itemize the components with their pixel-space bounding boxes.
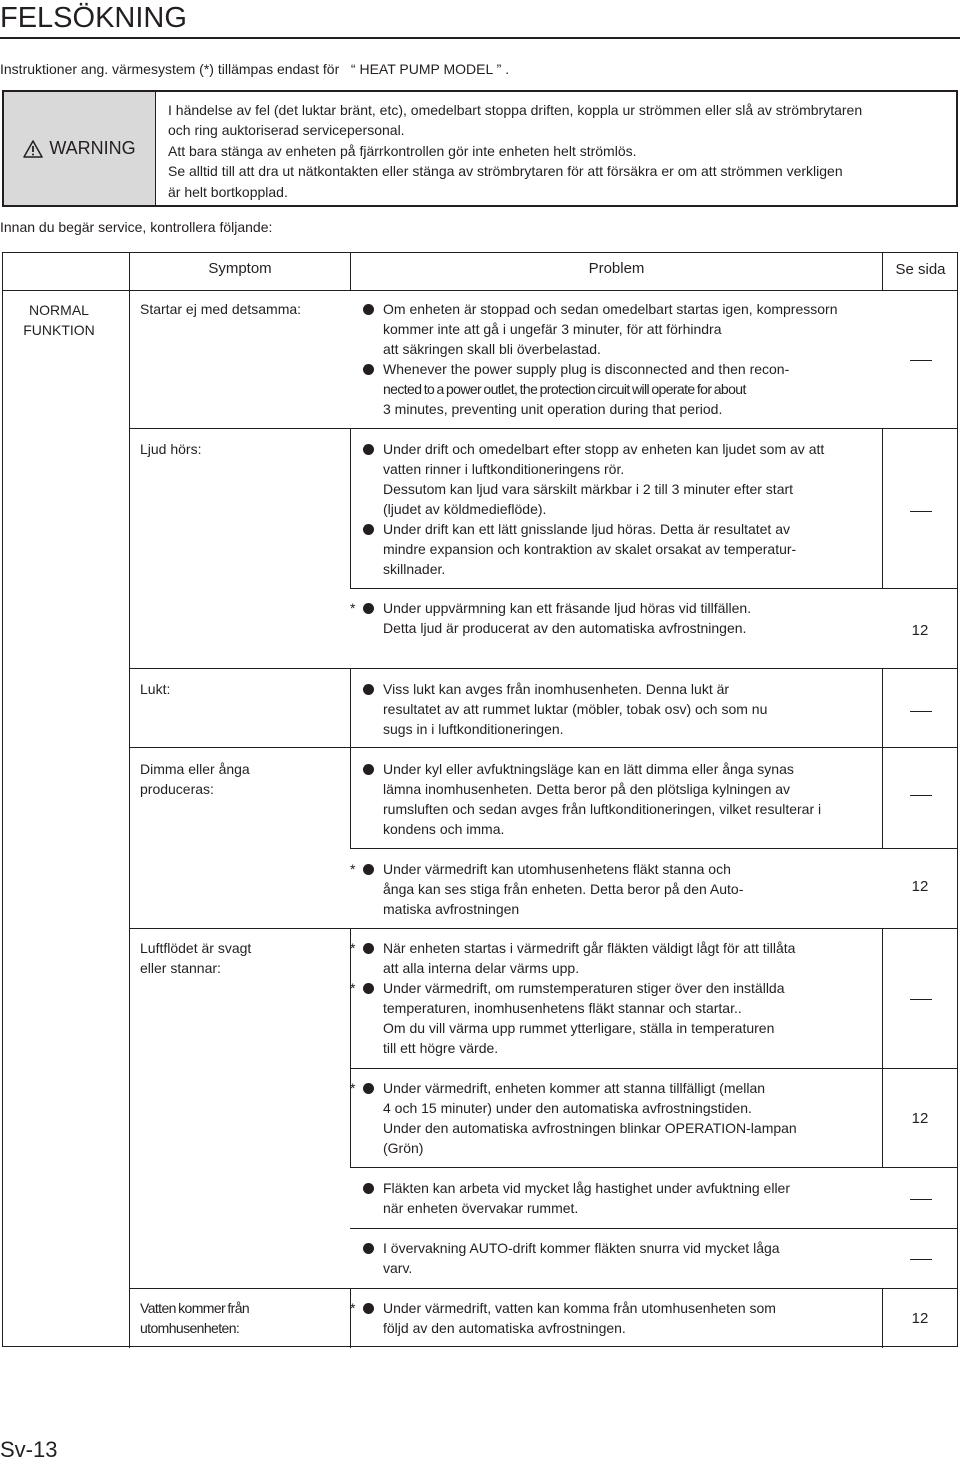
problem-text: vatten rinner i luftkonditioneringens rör. bbox=[383, 461, 625, 477]
problem-text: Om du vill värma upp rummet ytterligare, ställa in temperaturen bbox=[383, 1020, 775, 1036]
problem-text: Whenever the power supply plug is disconnected and then recon- bbox=[383, 361, 790, 377]
problem-block bbox=[350, 1238, 880, 1278]
problem-text: sugs in i luftkonditioneringen. bbox=[383, 721, 564, 737]
problem-block bbox=[350, 1178, 880, 1218]
bullet-icon bbox=[363, 1083, 374, 1094]
problem-text: följd av den automatiska avfrostningen. bbox=[383, 1320, 626, 1336]
bullet-icon bbox=[363, 983, 374, 994]
problem-block bbox=[350, 859, 880, 919]
problem-line bbox=[350, 1298, 880, 1318]
problem-line bbox=[350, 1038, 880, 1058]
problem-line bbox=[350, 879, 880, 899]
heat-pump-star: * bbox=[350, 1300, 356, 1316]
problem-text: Under värmedrift, om rumstemperaturen stiger över den inställda bbox=[383, 980, 785, 996]
symptom-line: produceras: bbox=[140, 781, 214, 797]
problem-text: varv. bbox=[383, 1260, 413, 1276]
problem-line bbox=[350, 359, 880, 379]
bullet-icon bbox=[363, 444, 374, 455]
bullet-icon bbox=[363, 1243, 374, 1254]
problem-line bbox=[350, 439, 880, 459]
symptom-line: Dimma eller ånga bbox=[140, 761, 250, 777]
problem-text: matiska avfrostningen bbox=[383, 901, 520, 917]
bullet-icon bbox=[363, 603, 374, 614]
problem-text: Fläkten kan arbeta vid mycket låg hastighet under avfuktning eller bbox=[383, 1180, 791, 1196]
row-divider bbox=[129, 668, 958, 669]
problem-text: resultatet av att rummet luktar (möbler, tobak osv) och som nu bbox=[383, 701, 768, 717]
bullet-icon bbox=[363, 524, 374, 535]
warning-label bbox=[4, 92, 156, 205]
heat-pump-star: * bbox=[350, 1080, 356, 1096]
problem-line bbox=[350, 699, 880, 719]
problem-text: 4 och 15 minuter) under den automatiska avfrostningstiden. bbox=[383, 1100, 752, 1116]
problem-text: Under kyl eller avfuktningsläge kan en lätt dimma eller ånga synas bbox=[383, 761, 794, 777]
header-problem: Problem bbox=[588, 260, 645, 277]
warning-label-text: WARNING bbox=[49, 138, 136, 158]
problem-text: att säkringen skall bli överbelastad. bbox=[383, 341, 601, 357]
bullet-icon bbox=[363, 864, 374, 875]
problem-line bbox=[350, 819, 880, 839]
no-page-dash bbox=[910, 999, 932, 1000]
problem-block bbox=[350, 1078, 880, 1158]
problem-text: lämna inomhusenheten. Detta beror på den plötsliga kylningen av bbox=[383, 781, 791, 797]
problem-text: 3 minutes, preventing unit operation during that period. bbox=[383, 401, 723, 417]
problem-block bbox=[350, 1298, 880, 1338]
problem-text: Under värmedrift, enheten kommer att stanna tillfälligt (mellan bbox=[383, 1080, 766, 1096]
problem-block bbox=[350, 439, 880, 579]
row-divider bbox=[129, 747, 958, 748]
bullet-icon bbox=[363, 684, 374, 695]
warning-line: I händelse av fel (det luktar bränt, etc), omedelbart stoppa driften, koppla ur strömmen eller slå av strömbrytaren bbox=[168, 102, 863, 118]
page-ref: 12 bbox=[911, 1110, 929, 1127]
problem-line bbox=[350, 459, 880, 479]
category-normal-function bbox=[0, 300, 118, 340]
problem-text: Viss lukt kan avges från inomhusenheten. Denna lukt är bbox=[383, 681, 730, 697]
problem-block bbox=[350, 299, 880, 419]
problem-line bbox=[350, 559, 880, 579]
problem-block bbox=[350, 598, 880, 638]
problem-text: Under drift kan ett lätt gnisslande ljud höras. Detta är resultatet av bbox=[383, 521, 790, 537]
symptom-water bbox=[140, 1298, 249, 1338]
row-divider bbox=[129, 1288, 958, 1289]
symptom-slow-start bbox=[140, 299, 301, 319]
warning-line: Se alltid till att dra ut nätkontakten eller stänga av strömbrytaren för att försäkra er om att strömmen verkligen bbox=[168, 163, 843, 180]
bullet-icon bbox=[363, 1303, 374, 1314]
problem-block bbox=[350, 759, 880, 839]
problem-text: Dessutom kan ljud vara särskilt märkbar i 2 till 3 minuter efter start bbox=[383, 481, 794, 497]
problem-line bbox=[350, 319, 880, 339]
heat-pump-star: * bbox=[350, 861, 356, 877]
problem-line bbox=[350, 379, 880, 399]
problem-line bbox=[350, 1238, 880, 1258]
row-divider bbox=[129, 928, 958, 929]
problem-text: Om enheten är stoppad och sedan omedelbart startas igen, kompressorn bbox=[383, 301, 838, 317]
problem-line bbox=[350, 339, 880, 359]
problem-line bbox=[350, 1178, 880, 1198]
row-divider bbox=[350, 1068, 958, 1069]
warning-line: är helt bortkopplad. bbox=[168, 183, 288, 200]
problem-line bbox=[350, 799, 880, 819]
problem-text: Under värmedrift kan utomhusenhetens fläkt stanna och bbox=[383, 861, 731, 877]
column-divider bbox=[882, 928, 883, 1168]
bullet-icon bbox=[363, 1183, 374, 1194]
no-page-dash bbox=[910, 360, 932, 361]
no-page-dash bbox=[910, 1199, 932, 1200]
problem-text: kondens och imma. bbox=[383, 821, 505, 837]
problem-text: (ljudet av köldmedieflöde). bbox=[383, 501, 547, 517]
problem-text: mindre expansion och kontraktion av skalet orsakat av temperatur- bbox=[383, 541, 797, 557]
symptom-noise bbox=[140, 439, 201, 459]
problem-text: kommer inte att gå i ungefär 3 minuter, för att förhindra bbox=[383, 321, 722, 337]
problem-line bbox=[350, 539, 880, 559]
problem-text: (Grön) bbox=[383, 1140, 424, 1156]
lead-text: Innan du begär service, kontrollera följande: bbox=[0, 219, 273, 235]
header-symptom: Symptom bbox=[208, 260, 272, 277]
problem-line bbox=[350, 499, 880, 519]
row-divider bbox=[350, 1228, 958, 1229]
problem-line bbox=[350, 1318, 880, 1338]
problem-text: till ett högre värde. bbox=[383, 1040, 499, 1056]
heat-pump-star: * bbox=[350, 980, 356, 996]
problem-line bbox=[350, 759, 880, 779]
warning-box bbox=[2, 90, 958, 207]
problem-line bbox=[350, 719, 880, 739]
row-divider bbox=[350, 588, 958, 589]
row-divider bbox=[129, 428, 958, 429]
problem-text: Under uppvärmning kan ett fräsande ljud höras vid tillfällen. bbox=[383, 600, 752, 616]
problem-text: ånga kan ses stiga från enheten. Detta beror på den Auto- bbox=[383, 881, 744, 897]
table-header-divider bbox=[2, 290, 958, 291]
symptom-line: Lukt: bbox=[140, 681, 171, 697]
symptom-airflow bbox=[140, 938, 251, 978]
bullet-icon bbox=[363, 943, 374, 954]
problem-line bbox=[350, 1018, 880, 1038]
problem-text: nected to a power outlet, the protection circuit will operate for about bbox=[383, 381, 746, 397]
warning-text bbox=[168, 100, 948, 202]
row-divider bbox=[350, 848, 958, 849]
symptom-mist bbox=[140, 759, 250, 799]
problem-line bbox=[350, 519, 880, 539]
problem-line bbox=[350, 598, 880, 618]
problem-text: rumsluften och sedan avges från luftkonditioneringen, vilket resulterar i bbox=[383, 801, 822, 817]
row-divider bbox=[350, 1167, 958, 1168]
no-page-dash bbox=[910, 511, 932, 512]
symptom-line: Startar ej med detsamma: bbox=[140, 301, 302, 317]
problem-line bbox=[350, 1258, 880, 1278]
problem-text: Under drift och omedelbart efter stopp av enheten kan ljudet som av att bbox=[383, 441, 825, 457]
problem-text: skillnader. bbox=[383, 561, 446, 577]
problem-block bbox=[350, 938, 880, 1058]
heat-pump-star: * bbox=[350, 600, 356, 616]
category-line: FUNKTION bbox=[23, 322, 95, 338]
problem-text: Detta ljud är producerat av den automatiska avfrostningen. bbox=[383, 620, 747, 636]
problem-line bbox=[350, 899, 880, 919]
symptom-line: Ljud hörs: bbox=[140, 441, 202, 457]
intro-text: Instruktioner ang. värmesystem (*) tillämpas endast för “ HEAT PUMP MODEL ” . bbox=[0, 61, 510, 77]
problem-text: temperaturen, inomhusenhetens fläkt stannar och startar.. bbox=[383, 1000, 742, 1016]
problem-line bbox=[350, 998, 880, 1018]
page-title: FELSÖKNING bbox=[0, 2, 187, 34]
bullet-icon bbox=[363, 304, 374, 315]
problem-line bbox=[350, 618, 880, 638]
warning-triangle-icon bbox=[23, 140, 43, 158]
problem-line bbox=[350, 1138, 880, 1158]
problem-line bbox=[350, 859, 880, 879]
page-ref: 12 bbox=[911, 878, 929, 895]
bullet-icon bbox=[363, 764, 374, 775]
bullet-icon bbox=[363, 364, 374, 375]
symptom-line: Luftflödet är svagt bbox=[140, 940, 252, 956]
problem-line bbox=[350, 978, 880, 998]
problem-line bbox=[350, 299, 880, 319]
column-divider bbox=[882, 428, 883, 588]
table-column-divider bbox=[129, 252, 130, 1348]
problem-line bbox=[350, 679, 880, 699]
problem-line bbox=[350, 1118, 880, 1138]
warning-line: Att bara stänga av enheten på fjärrkontrollen gör inte enheten helt strömlös. bbox=[168, 142, 637, 159]
symptom-line: eller stannar: bbox=[140, 960, 221, 976]
problem-line bbox=[350, 958, 880, 978]
problem-text: när enheten övervakar rummet. bbox=[383, 1200, 579, 1216]
warning-line: och ring auktoriserad servicepersonal. bbox=[168, 122, 405, 139]
page-ref: 12 bbox=[911, 622, 929, 639]
no-page-dash bbox=[910, 795, 932, 796]
problem-text: I övervakning AUTO-drift kommer fläkten snurra vid mycket låga bbox=[383, 1240, 780, 1256]
symptom-line: utomhusenheten: bbox=[140, 1320, 240, 1336]
problem-text: Under den automatiska avfrostningen blinkar OPERATION-lampan bbox=[383, 1120, 797, 1136]
problem-line bbox=[350, 1098, 880, 1118]
problem-line bbox=[350, 938, 880, 958]
problem-text: att alla interna delar värms upp. bbox=[383, 960, 580, 976]
problem-text: Under värmedrift, vatten kan komma från utomhusenheten som bbox=[383, 1300, 776, 1316]
problem-block bbox=[350, 679, 880, 739]
category-line: NORMAL bbox=[29, 302, 89, 318]
no-page-dash bbox=[910, 1259, 932, 1260]
problem-line bbox=[350, 479, 880, 499]
column-divider bbox=[882, 668, 883, 848]
problem-line bbox=[350, 1198, 880, 1218]
symptom-smell bbox=[140, 679, 170, 699]
header-page: Se sida bbox=[895, 261, 946, 278]
heat-pump-star: * bbox=[350, 940, 356, 956]
page-number: Sv-13 bbox=[0, 1437, 58, 1462]
problem-line bbox=[350, 399, 880, 419]
problem-text: När enheten startas i värmedrift går fläkten väldigt lågt för att tillåta bbox=[383, 940, 796, 956]
title-divider bbox=[0, 37, 960, 39]
no-page-dash bbox=[910, 711, 932, 712]
problem-line bbox=[350, 779, 880, 799]
page-ref: 12 bbox=[911, 1310, 929, 1327]
symptom-line: Vatten kommer från bbox=[140, 1300, 250, 1316]
problem-line bbox=[350, 1078, 880, 1098]
